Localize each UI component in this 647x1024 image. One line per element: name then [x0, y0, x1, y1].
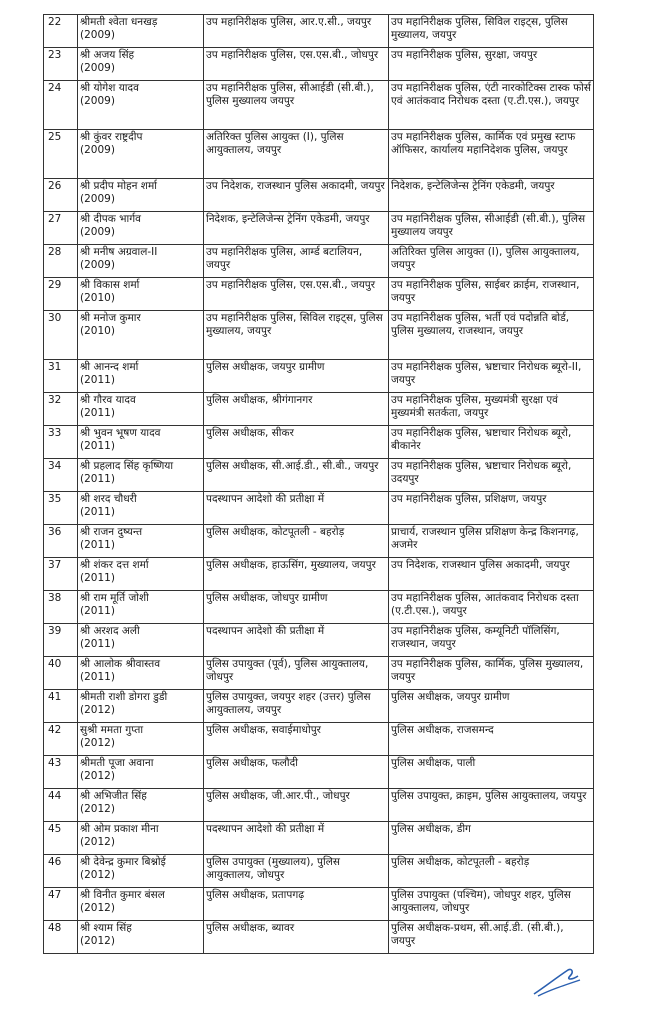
current-posting: पुलिस उपायुक्त, जयपुर शहर (उत्तर) पुलिस आयुक्तालय, जयपुर — [206, 691, 371, 716]
serial-number: 36 — [48, 526, 62, 538]
name-cell — [78, 393, 204, 426]
serial-number: 35 — [48, 493, 62, 505]
name-cell — [78, 789, 204, 822]
serial-number: 43 — [48, 757, 62, 769]
current-posting: पुलिस अधीक्षक, सीकर — [206, 427, 294, 439]
officer-batch: (2011) — [80, 472, 115, 485]
current-posting: पुलिस अधीक्षक, प्रतापगढ़ — [206, 889, 305, 901]
current-posting-cell — [204, 624, 389, 657]
serial-cell — [44, 591, 78, 624]
new-posting: पुलिस उपायुक्त (पश्चिम), जोधपुर शहर, पुलिस आयुक्तालय, जोधपुर — [391, 889, 571, 914]
officer-batch: (2012) — [80, 769, 115, 782]
officer-name: श्री राजन दुष्यन्त — [80, 526, 143, 538]
table-row — [44, 245, 594, 278]
current-posting: अतिरिक्त पुलिस आयुक्त (I), पुलिस आयुक्तालय, जयपुर — [206, 131, 344, 156]
table-row — [44, 558, 594, 591]
serial-number: 33 — [48, 427, 62, 439]
new-posting: उप महानिरीक्षक पुलिस, आतंकवाद निरोधक दस्ता (ए.टी.एस.), जयपुर — [391, 592, 579, 617]
new-posting-cell — [389, 624, 594, 657]
table-row — [44, 756, 594, 789]
serial-cell — [44, 360, 78, 393]
table-row — [44, 921, 594, 954]
new-posting: उप महानिरीक्षक पुलिस, सीआईडी (सी.बी.), पुलिस मुख्यालय जयपुर — [391, 213, 586, 238]
serial-number: 27 — [48, 213, 62, 225]
officer-name: श्री विकास शर्मा — [80, 279, 140, 291]
name-cell — [78, 278, 204, 311]
table-row — [44, 179, 594, 212]
new-posting-cell — [389, 591, 594, 624]
serial-number: 41 — [48, 691, 62, 703]
serial-number: 34 — [48, 460, 62, 472]
current-posting-cell — [204, 789, 389, 822]
officer-batch: (2009) — [80, 225, 115, 238]
current-posting: पुलिस अधीक्षक, कोटपूतली - बहरोड़ — [206, 526, 345, 538]
serial-number: 32 — [48, 394, 62, 406]
new-posting: उप महानिरीक्षक पुलिस, सिविल राइट्स, पुलिस मुख्यालय, जयपुर — [391, 16, 568, 41]
officer-name: श्री अभिजीत सिंह — [80, 790, 147, 802]
table-row — [44, 393, 594, 426]
current-posting-cell — [204, 921, 389, 954]
officer-name: श्रीमती पूजा अवाना — [80, 757, 154, 769]
name-cell — [78, 426, 204, 459]
name-cell — [78, 558, 204, 591]
new-posting-cell — [389, 921, 594, 954]
serial-number: 24 — [48, 82, 62, 94]
officer-name: श्री कुंवर राष्ट्रदीप — [80, 131, 143, 143]
signature — [528, 960, 588, 1000]
current-posting-cell — [204, 723, 389, 756]
officer-name: श्री आनन्द शर्मा — [80, 361, 139, 373]
officer-name: श्री अरशद अली — [80, 625, 140, 637]
name-cell — [78, 657, 204, 690]
table-row — [44, 657, 594, 690]
serial-cell — [44, 723, 78, 756]
table-row — [44, 822, 594, 855]
current-posting-cell — [204, 81, 389, 130]
new-posting-cell — [389, 888, 594, 921]
current-posting-cell — [204, 212, 389, 245]
officer-batch: (2011) — [80, 439, 115, 452]
new-posting: उप महानिरीक्षक पुलिस, मुख्यमंत्री सुरक्षा एवं मुख्यमंत्री सतर्कता, जयपुर — [391, 394, 558, 419]
name-cell — [78, 311, 204, 360]
new-posting-cell — [389, 855, 594, 888]
current-posting: पुलिस अधीक्षक, ब्यावर — [206, 922, 295, 934]
current-posting-cell — [204, 558, 389, 591]
table-row — [44, 591, 594, 624]
current-posting: पुलिस अधीक्षक, सी.आई.डी., सी.बी., जयपुर — [206, 460, 379, 472]
current-posting-cell — [204, 130, 389, 179]
current-posting: उप निदेशक, राजस्थान पुलिस अकादमी, जयपुर — [206, 180, 385, 192]
officer-batch: (2011) — [80, 406, 115, 419]
serial-number: 39 — [48, 625, 62, 637]
current-posting-cell — [204, 657, 389, 690]
table-row — [44, 624, 594, 657]
current-posting: पुलिस अधीक्षक, जोधपुर ग्रामीण — [206, 592, 328, 604]
new-posting-cell — [389, 723, 594, 756]
serial-cell — [44, 459, 78, 492]
serial-cell — [44, 558, 78, 591]
officer-batch: (2009) — [80, 28, 115, 41]
officer-batch: (2012) — [80, 835, 115, 848]
officer-batch: (2012) — [80, 901, 115, 914]
table-row — [44, 459, 594, 492]
officer-batch: (2011) — [80, 538, 115, 551]
serial-cell — [44, 212, 78, 245]
name-cell — [78, 179, 204, 212]
serial-number: 38 — [48, 592, 62, 604]
new-posting-cell — [389, 360, 594, 393]
name-cell — [78, 888, 204, 921]
table-row — [44, 888, 594, 921]
officer-batch: (2012) — [80, 934, 115, 947]
officer-name: श्री शरद चौधरी — [80, 493, 137, 505]
name-cell — [78, 212, 204, 245]
table-row — [44, 212, 594, 245]
new-posting: पुलिस अधीक्षक-प्रथम, सी.आई.डी. (सी.बी.), जयपुर — [391, 922, 564, 947]
serial-cell — [44, 278, 78, 311]
table-row — [44, 15, 594, 48]
name-cell — [78, 591, 204, 624]
current-posting: पुलिस अधीक्षक, जी.आर.पी., जोधपुर — [206, 790, 350, 802]
officer-batch: (2009) — [80, 258, 115, 271]
serial-number: 47 — [48, 889, 62, 901]
new-posting-cell — [389, 657, 594, 690]
new-posting-cell — [389, 278, 594, 311]
serial-cell — [44, 525, 78, 558]
name-cell — [78, 723, 204, 756]
current-posting-cell — [204, 393, 389, 426]
name-cell — [78, 245, 204, 278]
new-posting: उप महानिरीक्षक पुलिस, सुरक्षा, जयपुर — [391, 49, 538, 61]
name-cell — [78, 492, 204, 525]
serial-number: 23 — [48, 49, 62, 61]
new-posting-cell — [389, 48, 594, 81]
new-posting-cell — [389, 525, 594, 558]
current-posting-cell — [204, 15, 389, 48]
officer-name: श्री अजय सिंह — [80, 49, 135, 61]
name-cell — [78, 690, 204, 723]
officer-batch: (2012) — [80, 802, 115, 815]
officer-name: श्री देवेन्द्र कुमार बिश्नोई — [80, 856, 166, 868]
serial-number: 46 — [48, 856, 62, 868]
current-posting: उप महानिरीक्षक पुलिस, सीआईडी (सी.बी.), पुलिस मुख्यालय जयपुर — [206, 82, 374, 107]
new-posting-cell — [389, 245, 594, 278]
serial-cell — [44, 48, 78, 81]
name-cell — [78, 48, 204, 81]
current-posting: पुलिस अधीक्षक, हाऊसिंग, मुख्यालय, जयपुर — [206, 559, 376, 571]
officer-name: श्री गौरव यादव — [80, 394, 136, 406]
new-posting: उप महानिरीक्षक पुलिस, भ्रष्टाचार निरोधक ब्यूरो, बीकानेर — [391, 427, 572, 452]
name-cell — [78, 130, 204, 179]
current-posting-cell — [204, 311, 389, 360]
current-posting-cell — [204, 756, 389, 789]
current-posting: उप महानिरीक्षक पुलिस, आर्म्ड बटालियन, जयपुर — [206, 246, 363, 271]
new-posting-cell — [389, 492, 594, 525]
new-posting-cell — [389, 822, 594, 855]
name-cell — [78, 756, 204, 789]
serial-cell — [44, 822, 78, 855]
new-posting: उप महानिरीक्षक पुलिस, भर्ती एवं पदोन्नति बोर्ड, पुलिस मुख्यालय, राजस्थान, जयपुर — [391, 312, 570, 337]
new-posting: उप महानिरीक्षक पुलिस, कार्मिक एवं प्रमुख स्टाफ ऑफिसर, कार्यालय महानिदेशक पुलिस, जयपुर — [391, 131, 576, 156]
serial-cell — [44, 789, 78, 822]
new-posting: उप महानिरीक्षक पुलिस, भ्रष्टाचार निरोधक ब्यूरो-II, जयपुर — [391, 361, 582, 386]
officer-name: श्री दीपक भार्गव — [80, 213, 142, 225]
new-posting-cell — [389, 756, 594, 789]
current-posting: पुलिस अधीक्षक, जयपुर ग्रामीण — [206, 361, 325, 373]
officer-batch: (2009) — [80, 143, 115, 156]
officer-name: श्री शंकर दत्त शर्मा — [80, 559, 149, 571]
serial-number: 22 — [48, 16, 62, 28]
current-posting: उप महानिरीक्षक पुलिस, एस.एस.बी., जोधपुर — [206, 49, 379, 61]
table-row — [44, 130, 594, 179]
officer-name: श्री राम मूर्ति जोशी — [80, 592, 149, 604]
serial-cell — [44, 311, 78, 360]
current-posting: पुलिस अधीक्षक, सवाईमाधोपुर — [206, 724, 321, 736]
table-row — [44, 48, 594, 81]
officer-batch: (2010) — [80, 324, 115, 337]
current-posting: पुलिस उपायुक्त (पूर्व), पुलिस आयुक्तालय, जोधपुर — [206, 658, 369, 683]
officer-name: श्री मनोज कुमार — [80, 312, 141, 324]
new-posting-cell — [389, 459, 594, 492]
serial-number: 40 — [48, 658, 62, 670]
table-row — [44, 81, 594, 130]
name-cell — [78, 15, 204, 48]
current-posting: निदेशक, इन्टेलिजेन्स ट्रेनिंग एकेडमी, जयपुर — [206, 213, 370, 225]
officer-batch: (2012) — [80, 736, 115, 749]
new-posting: पुलिस अधीक्षक, राजसमन्द — [391, 724, 494, 736]
officer-name: श्रीमती श्वेता धनखड़ — [80, 16, 158, 28]
officer-name: श्री योगेश यादव — [80, 82, 139, 94]
serial-number: 29 — [48, 279, 62, 291]
current-posting: पदस्थापन आदेशो की प्रतीक्षा में — [206, 625, 325, 637]
officer-name: श्री प्रदीप मोहन शर्मा — [80, 180, 157, 192]
table-row — [44, 311, 594, 360]
serial-cell — [44, 15, 78, 48]
serial-cell — [44, 81, 78, 130]
current-posting-cell — [204, 855, 389, 888]
current-posting-cell — [204, 179, 389, 212]
serial-number: 37 — [48, 559, 62, 571]
officer-batch: (2011) — [80, 670, 115, 683]
new-posting: उप महानिरीक्षक पुलिस, प्रशिक्षण, जयपुर — [391, 493, 547, 505]
current-posting-cell — [204, 492, 389, 525]
serial-cell — [44, 921, 78, 954]
serial-number: 44 — [48, 790, 62, 802]
current-posting-cell — [204, 690, 389, 723]
serial-cell — [44, 492, 78, 525]
new-posting: पुलिस अधीक्षक, कोटपूतली - बहरोड़ — [391, 856, 530, 868]
current-posting: पदस्थापन आदेशो की प्रतीक्षा में — [206, 493, 325, 505]
new-posting: पुलिस उपायुक्त, क्राइम, पुलिस आयुक्तालय, जयपुर — [391, 790, 587, 802]
new-posting: पुलिस अधीक्षक, पाली — [391, 757, 476, 769]
officer-name: श्री विनीत कुमार बंसल — [80, 889, 165, 901]
name-cell — [78, 459, 204, 492]
table-row — [44, 789, 594, 822]
officer-batch: (2010) — [80, 291, 115, 304]
new-posting-cell — [389, 393, 594, 426]
new-posting: उप महानिरीक्षक पुलिस, भ्रष्टाचार निरोधक ब्यूरो, उदयपुर — [391, 460, 572, 485]
current-posting-cell — [204, 245, 389, 278]
new-posting-cell — [389, 690, 594, 723]
serial-number: 28 — [48, 246, 62, 258]
name-cell — [78, 822, 204, 855]
serial-number: 25 — [48, 131, 62, 143]
new-posting: उप निदेशक, राजस्थान पुलिस अकादमी, जयपुर — [391, 559, 570, 571]
current-posting-cell — [204, 525, 389, 558]
name-cell — [78, 525, 204, 558]
current-posting: उप महानिरीक्षक पुलिस, एस.एस.बी., जयपुर — [206, 279, 376, 291]
current-posting-cell — [204, 360, 389, 393]
new-posting: निदेशक, इन्टेलिजेन्स ट्रेनिंग एकेडमी, जयपुर — [391, 180, 555, 192]
table-row — [44, 723, 594, 756]
table-body — [44, 15, 594, 954]
current-posting-cell — [204, 48, 389, 81]
new-posting: पुलिस अधीक्षक, जयपुर ग्रामीण — [391, 691, 510, 703]
new-posting: उप महानिरीक्षक पुलिस, साईबर क्राईम, राजस्थान, जयपुर — [391, 279, 580, 304]
officer-name: श्री भुवन भूषण यादव — [80, 427, 161, 439]
officer-batch: (2009) — [80, 192, 115, 205]
officer-name: श्री श्याम सिंह — [80, 922, 132, 934]
officer-name: श्री मनीष अग्रवाल-II — [80, 246, 158, 258]
serial-cell — [44, 756, 78, 789]
new-posting-cell — [389, 426, 594, 459]
officer-batch: (2012) — [80, 703, 115, 716]
table-row — [44, 426, 594, 459]
officer-batch: (2011) — [80, 604, 115, 617]
serial-cell — [44, 393, 78, 426]
officer-name: श्री प्रहलाद सिंह कृष्णिया — [80, 460, 174, 472]
serial-cell — [44, 245, 78, 278]
table-row — [44, 855, 594, 888]
serial-cell — [44, 855, 78, 888]
new-posting: प्राचार्य, राजस्थान पुलिस प्रशिक्षण केन्द्र किशनगढ़, अजमेर — [391, 526, 579, 551]
new-posting-cell — [389, 81, 594, 130]
current-posting: पुलिस अधीक्षक, श्रीगंगानगर — [206, 394, 313, 406]
current-posting-cell — [204, 888, 389, 921]
name-cell — [78, 81, 204, 130]
new-posting: उप महानिरीक्षक पुलिस, कार्मिक, पुलिस मुख्यालय, जयपुर — [391, 658, 584, 683]
new-posting-cell — [389, 179, 594, 212]
new-posting-cell — [389, 212, 594, 245]
new-posting: अतिरिक्त पुलिस आयुक्त (I), पुलिस आयुक्तालय, जयपुर — [391, 246, 580, 271]
table-row — [44, 492, 594, 525]
officer-batch: (2012) — [80, 868, 115, 881]
table-row — [44, 690, 594, 723]
officer-batch: (2011) — [80, 373, 115, 386]
serial-cell — [44, 888, 78, 921]
serial-cell — [44, 179, 78, 212]
officer-name: श्री ओम प्रकाश मीना — [80, 823, 159, 835]
new-posting-cell — [389, 15, 594, 48]
serial-number: 26 — [48, 180, 62, 192]
current-posting: उप महानिरीक्षक पुलिस, आर.ए.सी., जयपुर — [206, 16, 372, 28]
current-posting: पुलिस अधीक्षक, फलौदी — [206, 757, 298, 769]
new-posting-cell — [389, 311, 594, 360]
serial-number: 45 — [48, 823, 62, 835]
new-posting-cell — [389, 558, 594, 591]
serial-number: 48 — [48, 922, 62, 934]
new-posting: पुलिस अधीक्षक, डीग — [391, 823, 471, 835]
name-cell — [78, 624, 204, 657]
officer-name: श्री आलोक श्रीवास्तव — [80, 658, 161, 670]
new-posting: उप महानिरीक्षक पुलिस, कम्यूनिटी पॉलिसिंग, राजस्थान, जयपुर — [391, 625, 560, 650]
current-posting: पदस्थापन आदेशो की प्रतीक्षा में — [206, 823, 325, 835]
table-row — [44, 525, 594, 558]
new-posting-cell — [389, 789, 594, 822]
current-posting-cell — [204, 822, 389, 855]
current-posting-cell — [204, 278, 389, 311]
current-posting-cell — [204, 459, 389, 492]
current-posting: पुलिस उपायुक्त (मुख्यालय), पुलिस आयुक्तालय, जोधपुर — [206, 856, 340, 881]
officer-name: श्रीमती राशी डोगरा डुडी — [80, 691, 168, 703]
current-posting-cell — [204, 591, 389, 624]
officer-batch: (2009) — [80, 94, 115, 107]
current-posting: उप महानिरीक्षक पुलिस, सिविल राइट्स, पुलिस मुख्यालय, जयपुर — [206, 312, 383, 337]
officer-batch: (2011) — [80, 637, 115, 650]
name-cell — [78, 921, 204, 954]
serial-cell — [44, 624, 78, 657]
name-cell — [78, 855, 204, 888]
current-posting-cell — [204, 426, 389, 459]
table-row — [44, 278, 594, 311]
serial-cell — [44, 426, 78, 459]
serial-cell — [44, 657, 78, 690]
serial-number: 31 — [48, 361, 62, 373]
new-posting-cell — [389, 130, 594, 179]
name-cell — [78, 360, 204, 393]
serial-cell — [44, 130, 78, 179]
new-posting: उप महानिरीक्षक पुलिस, एंटी नारकोटिक्स टास्क फोर्स एवं आतंकवाद निरोधक दस्ता (ए.टी.एस.), जयपुर — [391, 82, 591, 107]
table-row — [44, 360, 594, 393]
serial-number: 42 — [48, 724, 62, 736]
officer-batch: (2009) — [80, 61, 115, 74]
officer-batch: (2011) — [80, 505, 115, 518]
officer-batch: (2011) — [80, 571, 115, 584]
serial-number: 30 — [48, 312, 62, 324]
serial-cell — [44, 690, 78, 723]
officer-name: सुश्री ममता गुप्ता — [80, 724, 144, 736]
transfer-table — [43, 14, 594, 954]
